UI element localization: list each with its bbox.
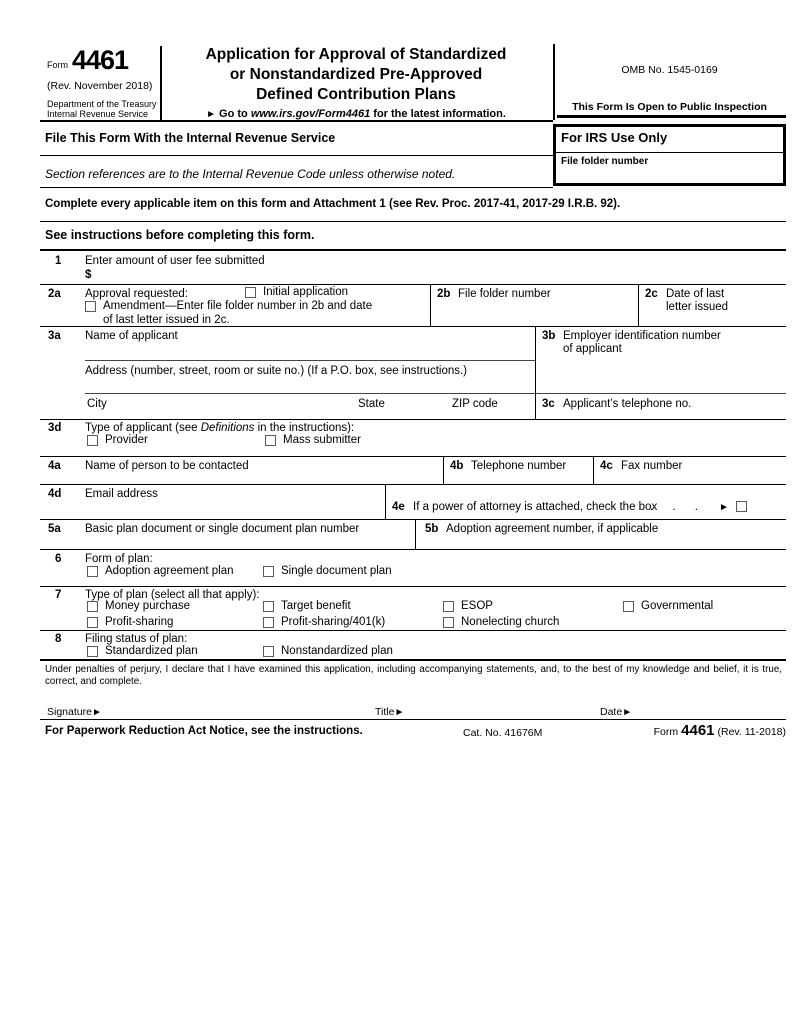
item-3b-label-line1: Employer identification number bbox=[563, 330, 721, 342]
irs-box-divider bbox=[556, 152, 783, 153]
divider-2a-2b bbox=[430, 284, 431, 326]
irs-use-only-label: For IRS Use Only bbox=[561, 130, 668, 145]
item-4e-dot-leaders: . . . bbox=[650, 501, 698, 513]
date-label bbox=[600, 706, 632, 718]
item-3a-state-label: State bbox=[358, 398, 385, 410]
item-1-label: Enter amount of user fee submitted bbox=[85, 255, 265, 267]
option-provider-label: Provider bbox=[105, 434, 148, 446]
item-4a-number: 4a bbox=[48, 460, 61, 472]
complete-every-item-note: Complete every applicable item on this form and Attachment 1 (see Rev. Proc. 2017-41, 2017-29 I.R.B. 92). bbox=[45, 198, 621, 210]
item-3d-label-italic: Definitions bbox=[200, 422, 255, 434]
title-line1: Application for Approval of Standardized bbox=[205, 46, 507, 63]
option-profit-sharing-401k-label: Profit-sharing/401(k) bbox=[281, 616, 386, 628]
form-word: Form bbox=[47, 60, 68, 70]
item-1-currency-symbol: $ bbox=[85, 269, 92, 281]
option-amendment bbox=[85, 300, 372, 312]
item-4b-number: 4b bbox=[450, 460, 464, 472]
rule-4abc bbox=[40, 484, 786, 485]
form-number-block bbox=[47, 45, 129, 75]
rule-3b-3c bbox=[535, 393, 786, 394]
option-target-benefit bbox=[263, 600, 351, 612]
item-3c-number: 3c bbox=[542, 398, 555, 410]
item-2c-label-line1: Date of last bbox=[666, 288, 725, 300]
signature-word: Signature bbox=[47, 706, 92, 718]
option-profit-sharing-401k bbox=[263, 616, 385, 628]
item-3a-number: 3a bbox=[48, 330, 61, 342]
item-5a-label: Basic plan document or single document plan number bbox=[85, 523, 360, 535]
item-4c-label: Fax number bbox=[621, 460, 683, 472]
date-word: Date bbox=[600, 706, 623, 718]
rule-5 bbox=[40, 549, 786, 550]
option-profit-sharing bbox=[87, 616, 173, 628]
option-nonstandardized-plan-label: Nonstandardized plan bbox=[281, 645, 393, 657]
divider-4d-4e bbox=[385, 484, 386, 519]
checkbox-money-purchase[interactable] bbox=[87, 601, 98, 612]
goto-line bbox=[166, 108, 546, 120]
checkbox-profit-sharing-401k[interactable] bbox=[263, 617, 274, 628]
item-3b-number: 3b bbox=[542, 330, 556, 342]
item-4e-number: 4e bbox=[392, 501, 405, 513]
item-3c-label: Applicant’s telephone no. bbox=[563, 398, 692, 410]
title-label bbox=[375, 706, 404, 718]
item-6-label: Form of plan: bbox=[85, 553, 153, 565]
option-esop bbox=[443, 600, 493, 612]
option-single-document-plan bbox=[263, 565, 392, 577]
footer-form-rev: (Rev. 11-2018) bbox=[717, 726, 786, 738]
checkbox-target-benefit[interactable] bbox=[263, 601, 274, 612]
paperwork-notice: For Paperwork Reduction Act Notice, see the instructions. bbox=[45, 725, 363, 737]
rule-signature bbox=[40, 719, 786, 720]
option-initial-application-label: Initial application bbox=[263, 286, 349, 298]
perjury-line2: correct, and complete. bbox=[45, 676, 142, 687]
item-2b-label: File folder number bbox=[458, 288, 551, 300]
item-4c-number: 4c bbox=[600, 460, 613, 472]
option-profit-sharing-label: Profit-sharing bbox=[105, 616, 174, 628]
goto-url: www.irs.gov/Form4461 bbox=[250, 108, 371, 120]
item-6-number: 6 bbox=[55, 553, 62, 565]
item-3d-label-post: in the instructions): bbox=[254, 422, 355, 434]
file-folder-number-label: File folder number bbox=[561, 156, 649, 167]
pointer-arrow-icon: ► bbox=[622, 707, 633, 718]
rule-3a-address bbox=[85, 393, 535, 394]
title-line3: Defined Contribution Plans bbox=[256, 86, 456, 103]
rule-4d bbox=[40, 519, 786, 520]
option-mass-submitter-label: Mass submitter bbox=[283, 434, 361, 446]
option-standardized-plan-label: Standardized plan bbox=[105, 645, 198, 657]
footer-form-number: 4461 bbox=[681, 722, 715, 739]
rule-3d bbox=[40, 456, 786, 457]
item-3a-address-label: Address (number, street, room or suite no.) (If a P.O. box, see instructions.) bbox=[85, 365, 468, 377]
perjury-statement bbox=[45, 664, 782, 688]
item-1-number: 1 bbox=[55, 255, 62, 267]
checkbox-esop[interactable] bbox=[443, 601, 454, 612]
item-2b-number: 2b bbox=[437, 288, 451, 300]
option-nonstandardized-plan bbox=[263, 645, 393, 657]
goto-suffix: for the latest information. bbox=[370, 108, 506, 120]
rule-3 bbox=[40, 419, 786, 420]
rule-7 bbox=[40, 630, 786, 631]
see-instructions-note: See instructions before completing this form. bbox=[45, 228, 315, 242]
pointer-arrow-icon: ► bbox=[206, 109, 216, 120]
item-5b-label: Adoption agreement number, if applicable bbox=[446, 523, 659, 535]
title-word: Title bbox=[375, 706, 395, 718]
option-standardized-plan bbox=[87, 645, 198, 657]
checkbox-standardized-plan[interactable] bbox=[87, 646, 98, 657]
rule-8 bbox=[40, 659, 786, 661]
option-nonelecting-church-label: Nonelecting church bbox=[461, 616, 560, 628]
option-nonelecting-church bbox=[443, 616, 559, 628]
public-inspection-underline bbox=[557, 115, 786, 118]
checkbox-provider[interactable] bbox=[87, 435, 98, 446]
option-adoption-agreement-plan bbox=[87, 565, 234, 577]
pointer-arrow-icon: ► bbox=[719, 502, 729, 513]
item-2a-number: 2a bbox=[48, 288, 61, 300]
item-4d-label: Email address bbox=[85, 488, 158, 500]
checkbox-single-document-plan[interactable] bbox=[263, 566, 274, 577]
rule-under-file-with bbox=[40, 155, 553, 156]
rule-3a-name bbox=[85, 360, 535, 361]
catalog-number: Cat. No. 41676M bbox=[463, 727, 543, 739]
table-top-rule bbox=[40, 249, 786, 251]
checkbox-initial-application[interactable] bbox=[245, 287, 256, 298]
public-inspection-note: This Form Is Open to Public Inspection bbox=[572, 101, 767, 113]
checkbox-nonelecting-church[interactable] bbox=[443, 617, 454, 628]
title-line2: or Nonstandardized Pre-Approved bbox=[229, 66, 483, 83]
footer-form-word: Form bbox=[653, 726, 679, 738]
divider-5a-5b bbox=[415, 519, 416, 549]
checkbox-power-of-attorney[interactable] bbox=[736, 501, 747, 512]
file-with-heading: File This Form With the Internal Revenue Service bbox=[45, 131, 336, 145]
pointer-arrow-icon: ► bbox=[91, 707, 102, 718]
item-3b-label-line2: of applicant bbox=[563, 343, 622, 355]
divider-2b-2c bbox=[638, 284, 639, 326]
option-amendment-label-cont: of last letter issued in 2c. bbox=[103, 314, 230, 326]
divider-4a-4b bbox=[443, 456, 444, 484]
agency-line1: Department of the Treasury bbox=[47, 99, 157, 109]
item-3d-label bbox=[85, 422, 354, 434]
checkbox-profit-sharing[interactable] bbox=[87, 617, 98, 628]
option-adoption-agreement-plan-label: Adoption agreement plan bbox=[105, 565, 234, 577]
checkbox-nonstandardized-plan[interactable] bbox=[263, 646, 274, 657]
option-governmental bbox=[623, 600, 713, 612]
item-8-label: Filing status of plan: bbox=[85, 633, 188, 645]
omb-number: OMB No. 1545-0169 bbox=[621, 64, 718, 76]
option-money-purchase-label: Money purchase bbox=[105, 600, 191, 612]
agency-line2: Internal Revenue Service bbox=[47, 109, 149, 119]
item-2a-label: Approval requested: bbox=[85, 288, 188, 300]
header-divider-left bbox=[160, 46, 162, 120]
item-5b-number: 5b bbox=[425, 523, 439, 535]
option-target-benefit-label: Target benefit bbox=[281, 600, 351, 612]
option-governmental-label: Governmental bbox=[641, 600, 714, 612]
pointer-arrow-icon: ► bbox=[394, 707, 405, 718]
form-number: 4461 bbox=[72, 45, 129, 75]
rule-1 bbox=[40, 284, 786, 285]
rule-under-complete bbox=[40, 221, 786, 222]
option-initial-application bbox=[245, 286, 348, 298]
option-single-document-plan-label: Single document plan bbox=[281, 565, 392, 577]
divider-4b-4c bbox=[593, 456, 594, 484]
goto-prefix: Go to bbox=[219, 108, 251, 120]
signature-label bbox=[47, 706, 102, 718]
form-title bbox=[166, 45, 546, 105]
item-4d-number: 4d bbox=[48, 488, 62, 500]
item-4a-label: Name of person to be contacted bbox=[85, 460, 249, 472]
item-3a-zip-label: ZIP code bbox=[452, 398, 498, 410]
item-2c-label-line2: letter issued bbox=[666, 301, 729, 313]
rule-2 bbox=[40, 326, 786, 327]
header-bottom-rule bbox=[40, 120, 553, 122]
item-3d-label-pre: Type of applicant (see bbox=[85, 422, 201, 434]
footer-form-id bbox=[586, 722, 786, 739]
item-7-label: Type of plan (select all that apply): bbox=[85, 589, 260, 601]
checkbox-mass-submitter[interactable] bbox=[265, 435, 276, 446]
option-amendment-label: Amendment—Enter file folder number in 2b and date bbox=[103, 300, 373, 312]
item-3a-name-label: Name of applicant bbox=[85, 330, 178, 342]
perjury-line1: Under penalties of perjury, I declare that I have examined this application, including accompanying statements, and, to the best of my knowledge and belief, it is true, bbox=[45, 664, 782, 675]
item-2c-number: 2c bbox=[645, 288, 658, 300]
option-provider bbox=[87, 434, 148, 446]
irs-use-only-box bbox=[553, 124, 786, 186]
item-8-number: 8 bbox=[55, 633, 62, 645]
rule-under-section-refs bbox=[40, 187, 553, 188]
checkbox-governmental[interactable] bbox=[623, 601, 634, 612]
rule-6 bbox=[40, 586, 786, 587]
item-5a-number: 5a bbox=[48, 523, 61, 535]
divider-3a-3b bbox=[535, 326, 536, 419]
item-7-number: 7 bbox=[55, 589, 62, 601]
option-esop-label: ESOP bbox=[461, 600, 493, 612]
option-money-purchase bbox=[87, 600, 190, 612]
item-3d-number: 3d bbox=[48, 422, 62, 434]
item-4b-label: Telephone number bbox=[471, 460, 567, 472]
item-3a-city-label: City bbox=[87, 398, 107, 410]
item-4e-label: If a power of attorney is attached, check the box bbox=[413, 501, 658, 513]
checkbox-amendment[interactable] bbox=[85, 301, 96, 312]
revision-date: (Rev. November 2018) bbox=[47, 80, 153, 92]
option-mass-submitter bbox=[265, 434, 361, 446]
section-references-note: Section references are to the Internal Revenue Code unless otherwise noted. bbox=[45, 167, 456, 181]
checkbox-adoption-agreement-plan[interactable] bbox=[87, 566, 98, 577]
